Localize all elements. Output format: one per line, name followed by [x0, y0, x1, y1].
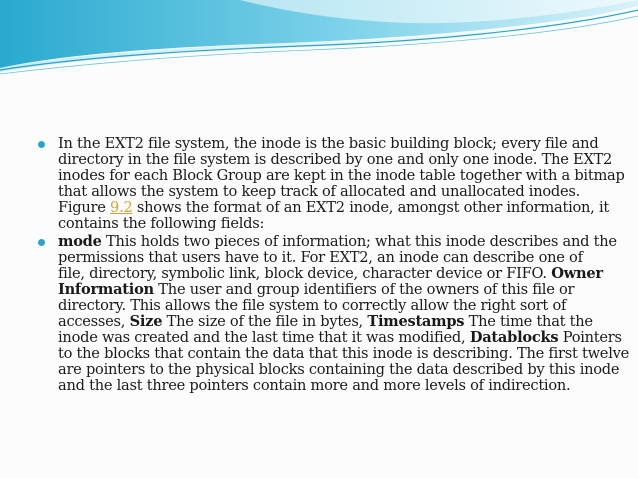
- text-segment: accesses,: [58, 312, 130, 330]
- text-line: [58, 328, 622, 346]
- bullet-dot-icon: [38, 239, 45, 246]
- text-segment: In the EXT2 file system, the inode is the basic building block; every file and: [58, 135, 599, 152]
- text-line: [58, 378, 604, 394]
- text-segment: are pointers to the physical blocks containing the data described by this inode: [58, 360, 620, 378]
- text-segment: that allows the system to keep track of allocated and unallocated inodes.: [58, 182, 581, 200]
- bullet-dot-icon: [38, 141, 45, 148]
- text-segment: The time that the: [464, 312, 593, 330]
- text-segment: Figure: [58, 198, 111, 216]
- field-name: Size: [129, 312, 163, 330]
- bullet-item: [38, 233, 629, 394]
- text-line: [58, 136, 604, 152]
- text-line: [58, 233, 617, 251]
- text-segment: directory. This allows the file system to correctly allow the right sort of: [58, 297, 567, 315]
- field-name: Information: [58, 281, 154, 299]
- field-name: mode: [58, 233, 102, 251]
- text-segment: shows the format of an EXT2 inode, amongst other information, it: [132, 198, 609, 216]
- text-segment: and the last three pointers contain more and more levels of indirection.: [58, 376, 571, 394]
- text-line: [58, 360, 620, 378]
- text-line: [58, 216, 604, 232]
- text-line: [58, 266, 604, 282]
- text-segment: Pointers: [558, 328, 622, 346]
- text-line: [58, 298, 604, 314]
- header-wave-banner: [0, 0, 638, 80]
- text-line: [58, 314, 604, 330]
- text-segment: directory in the file system is described by one and only one inode. The EXT2: [58, 150, 613, 168]
- text-segment: inodes for each Block Group are kept in the inode table together with a bitmap: [58, 166, 625, 184]
- text-line: [58, 166, 625, 184]
- field-name: Owner: [551, 265, 603, 283]
- text-line: [58, 250, 604, 266]
- figure-link[interactable]: 9.2: [110, 198, 133, 216]
- text-line: [58, 198, 609, 216]
- text-segment: permissions that users have to it. For EXT2, an inode can describe one of: [58, 249, 583, 267]
- text-line: [58, 150, 613, 168]
- text-segment: This holds two pieces of information; what this inode describes and the: [101, 233, 617, 251]
- field-name: Datablocks: [469, 328, 559, 346]
- text-line: [58, 184, 604, 200]
- bullet-item: [38, 135, 625, 232]
- text-segment: contains the following fields:: [58, 214, 265, 232]
- text-segment: to the blocks that contain the data that this inode is describing. The first twelve: [58, 344, 629, 362]
- text-segment: The size of the file in bytes,: [162, 312, 368, 330]
- text-line: [58, 282, 604, 298]
- slide-body: [38, 135, 629, 397]
- text-segment: file, directory, symbolic link, block device, character device or FIFO.: [58, 265, 552, 283]
- text-line: [58, 344, 629, 362]
- field-name: Timestamps: [367, 312, 465, 330]
- text-segment: The user and group identifiers of the owners of this file or: [153, 281, 575, 299]
- text-segment: inode was created and the last time that it was modified,: [58, 328, 470, 346]
